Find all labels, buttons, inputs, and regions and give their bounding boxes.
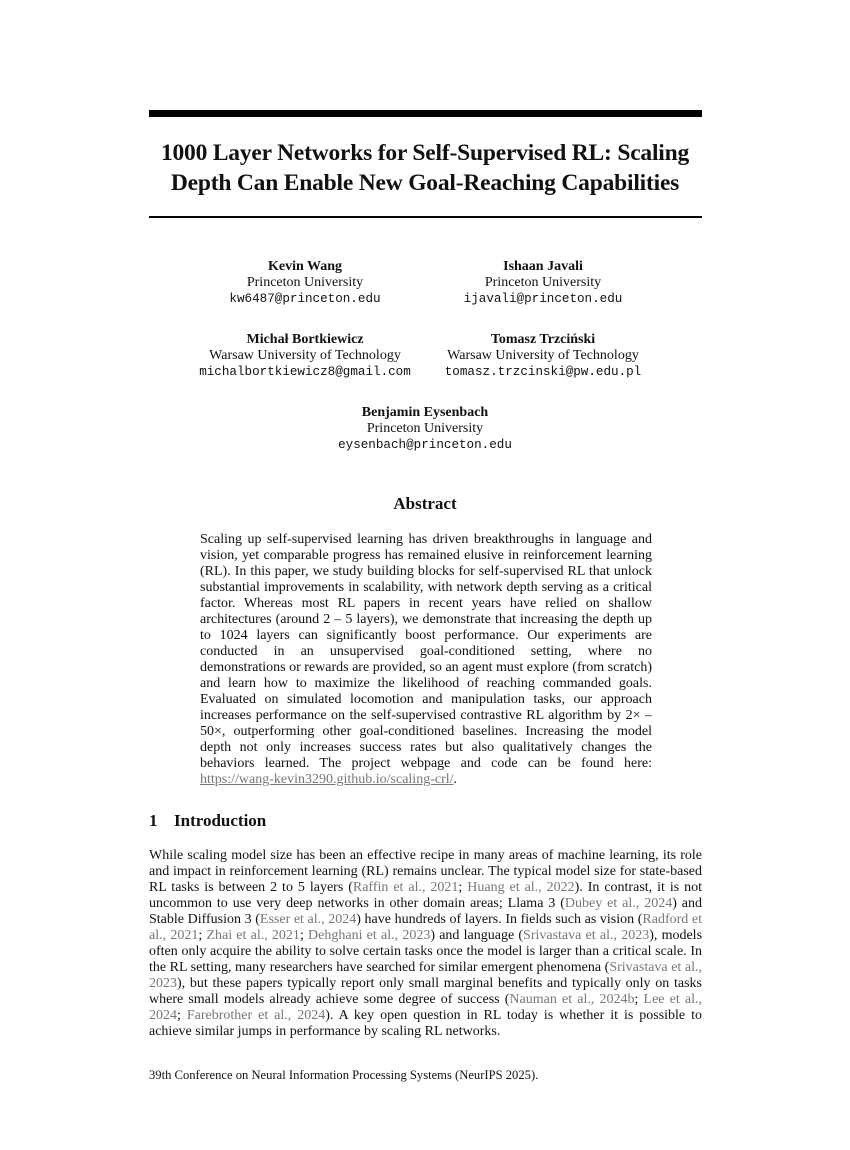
author-affiliation: Warsaw University of Technology: [209, 348, 401, 363]
intro-text: ), but these papers typically report only small marginal benefits and typically only on tasks where small models already achieve some degree of success (: [149, 976, 702, 1007]
project-link[interactable]: https://wang-kevin3290.github.io/scaling-crl/: [200, 772, 454, 787]
author-email: michalbortkiewicz8@gmail.com: [199, 365, 411, 379]
author-block: [305, 405, 545, 453]
intro-text: ;: [198, 928, 207, 943]
introduction-paragraph: [149, 848, 702, 1040]
citation-link[interactable]: Radford et al., 2021: [149, 912, 702, 943]
intro-text: ) and language (: [430, 928, 524, 943]
abstract-body: [200, 532, 652, 788]
citation-link[interactable]: Zhai et al., 2021: [206, 928, 300, 943]
intro-text: ), models often only acquire the ability to solve certain tasks once the model is larger than a critical scale. In the RL setting, many researchers have searched for similar emergent phenomena (: [149, 928, 703, 975]
intro-text: While scaling model size has been an effective recipe in many areas of machine learning, its role and impact in reinforcement learning (RL) remains unclear. The typical model size for state-based RL tasks is between 2 to 5 layers (: [149, 848, 702, 895]
citation-link[interactable]: Esser et al., 2024: [259, 912, 357, 927]
citation-link[interactable]: Srivastava et al., 2023: [149, 960, 703, 991]
citation-link[interactable]: Dehghani et al., 2023: [308, 928, 431, 943]
abstract-end: .: [453, 772, 458, 787]
author-affiliation: Princeton University: [246, 275, 364, 290]
intro-text: ;: [458, 880, 468, 895]
citation-link[interactable]: Dubey et al., 2024: [564, 896, 673, 911]
intro-text: ;: [177, 1008, 187, 1023]
title-bottom-rule: [149, 216, 702, 218]
author-name: Ishaan Javali: [503, 259, 583, 274]
citation-link[interactable]: Lee et al., 2024: [149, 992, 703, 1023]
author-name: Kevin Wang: [267, 259, 343, 274]
citation-link[interactable]: Farebrother et al., 2024: [186, 1008, 326, 1023]
citation-link[interactable]: Huang et al., 2022: [467, 880, 575, 895]
author-email: kw6487@princeton.edu: [229, 292, 381, 306]
author-block: [428, 259, 658, 307]
author-affiliation: Warsaw University of Technology: [447, 348, 639, 363]
paper-title: 1000 Layer Networks for Self-Supervised RL: Scaling Depth Can Enable New Goal-Reaching Capabilities: [160, 140, 690, 196]
section-number: 1: [149, 811, 158, 830]
author-affiliation: Princeton University: [484, 275, 602, 290]
section-heading: [149, 811, 266, 831]
author-name: Tomasz Trzciński: [490, 332, 596, 347]
intro-text: ) and Stable Diffusion 3 (: [149, 896, 702, 927]
title-top-rule: [149, 110, 702, 117]
citation-link[interactable]: Nauman et al., 2024b: [509, 992, 635, 1007]
author-name: Michał Bortkiewicz: [246, 332, 364, 347]
author-name: Benjamin Eysenbach: [361, 405, 489, 420]
author-email: eysenbach@princeton.edu: [338, 438, 512, 452]
abstract-text: Scaling up self-supervised learning has driven breakthroughs in language and vision, yet comparable progress has remained elusive in reinforcement learning (RL). In this paper, we study building blocks for self-supervised RL that unlock substantial improvements in scalability, with network depth serving as a critical factor. Whereas most RL papers in recent years have relied on shallow architectures (around 2 – 5 layers), we demonstrate that increasing the depth up to 1024 layers can significantly boost performance. Our experiments are conducted in an unsupervised goal-conditioned setting, where no demonstrations or rewards are provided, so an agent must explore (from scratch) and learn how to maximize the likelihood of reaching commanded goals. Evaluated on simulated locomotion and manipulation tasks, our approach increases performance on the self-supervised contrastive RL algorithm by 2× – 50×, outperforming other goal-conditioned baselines. Increasing the model depth not only increases success rates but also qualitatively changes the behaviors learned. The project webpage and code can be found here:: [200, 532, 652, 771]
author-block: [190, 332, 420, 380]
abstract-heading: Abstract: [393, 494, 457, 513]
author-block: [428, 332, 658, 380]
conference-footer: 39th Conference on Neural Information Processing Systems (NeurIPS 2025).: [149, 1068, 539, 1082]
citation-link[interactable]: Raffin et al., 2021: [352, 880, 459, 895]
author-email: tomasz.trzcinski@pw.edu.pl: [444, 365, 642, 379]
intro-text: ;: [299, 928, 309, 943]
intro-text: ). A key open question in RL today is whether it is possible to achieve similar jumps in performance by scaling RL networks.: [149, 1008, 702, 1039]
author-affiliation: Princeton University: [366, 421, 484, 436]
intro-text: ) have hundreds of layers. In fields such as vision (: [356, 912, 643, 927]
citation-link[interactable]: Srivastava et al., 2023: [523, 928, 650, 943]
author-block: [195, 259, 415, 307]
intro-text: ). In contrast, it is not uncommon to use very deep networks in other domain areas; Llama 3 (: [149, 880, 702, 911]
section-title: Introduction: [174, 811, 267, 830]
intro-text: ;: [634, 992, 644, 1007]
author-email: ijavali@princeton.edu: [463, 292, 623, 306]
